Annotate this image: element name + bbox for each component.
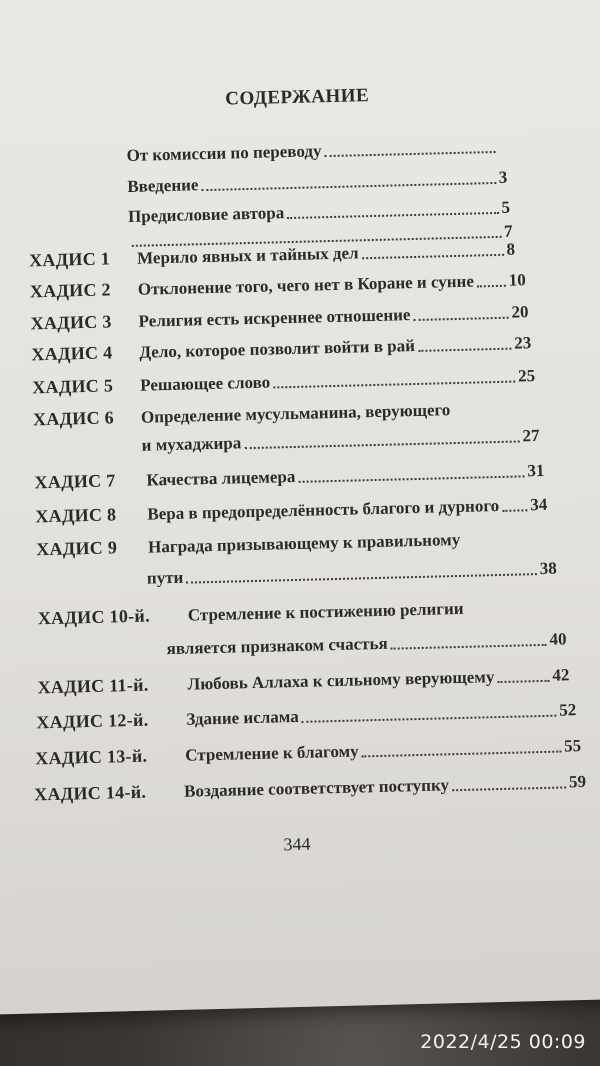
toc-entry-hadis: ХАДИС 6	[32, 407, 115, 430]
toc-entry-page: 40	[549, 629, 567, 649]
toc-entry	[36, 528, 486, 560]
dot-leader	[202, 182, 496, 191]
toc-entry-page: 31	[527, 460, 545, 481]
toc-entry	[127, 168, 507, 197]
toc-entry-title: Вера в предопределённость благого и дурного	[147, 495, 500, 524]
toc-entry-hadis: ХАДИС 4	[31, 342, 113, 365]
toc-entry	[34, 771, 586, 805]
toc-entry-title: Здание ислама	[186, 706, 299, 729]
photo-timestamp: 2022/4/25 00:09	[420, 1031, 586, 1053]
dot-leader	[497, 680, 549, 683]
dot-leader	[502, 509, 527, 512]
toc-entry-hadis: ХАДИС 8	[35, 504, 117, 527]
dot-leader	[362, 254, 504, 259]
toc-entry-title: Определение мусульманина, верующего	[140, 400, 451, 427]
toc-entry	[31, 332, 531, 365]
toc-entry-title: Введение	[127, 175, 199, 196]
toc-entry-page: 8	[506, 239, 516, 259]
dot-leader	[273, 381, 515, 389]
toc-entry	[147, 559, 557, 589]
toc-entry	[141, 426, 539, 456]
toc-entry-hadis: ХАДИС 1	[28, 248, 111, 271]
toc-entry-title: пути	[146, 567, 184, 588]
toc-entry-hadis: ХАДИС 10-й.	[37, 605, 151, 629]
toc-entry-hadis: ХАДИС 12-й.	[36, 709, 149, 733]
toc-entry-page: 38	[539, 558, 558, 579]
dot-leader	[418, 348, 511, 352]
toc-entry-title: Предисловие автора	[127, 203, 285, 226]
toc-entry-title: Качества лицемера	[146, 466, 296, 490]
toc-entry-hadis: ХАДИС 13-й.	[35, 745, 148, 769]
toc-entry	[32, 365, 535, 398]
dot-leader	[477, 285, 506, 288]
toc-entry-title: Отклонение того, чего нет в Коране и сунне	[137, 271, 475, 299]
dot-leader	[325, 151, 496, 157]
toc-entry	[34, 460, 544, 493]
toc-entry	[126, 137, 498, 166]
toc-entry-page: 34	[530, 494, 548, 515]
toc-entry-page: 59	[568, 771, 587, 792]
toc-entry	[35, 494, 547, 528]
dot-leader	[244, 440, 519, 449]
toc-entry	[33, 399, 463, 430]
toc-entry-title: Религия есть искреннее отношение	[138, 305, 411, 331]
toc-entry-page: 7	[503, 221, 513, 241]
toc-entry	[166, 629, 566, 659]
toc-entry-page: 42	[552, 665, 570, 685]
toc-entry	[29, 239, 515, 272]
toc-entry	[30, 301, 528, 334]
toc-entry-title: Дело, которое позволит войти в рай	[139, 336, 416, 362]
toc-entry-title: Мерило явных и тайных дел	[136, 243, 359, 268]
dot-leader	[186, 573, 536, 584]
toc-entry-hadis: ХАДИС 3	[30, 311, 112, 334]
toc-entry-page: 55	[563, 736, 582, 756]
toc-entry-title: Любовь Аллаха к сильному верующему	[187, 667, 495, 694]
page-number: 344	[283, 833, 311, 855]
toc-entry-page: 27	[522, 425, 540, 446]
toc-entry	[35, 735, 581, 769]
dot-leader	[414, 317, 509, 321]
toc-entry-hadis: ХАДИС 2	[29, 279, 112, 302]
toc-entry-hadis: ХАДИС 11-й.	[37, 674, 149, 698]
dot-leader	[362, 751, 562, 758]
toc-entry	[38, 597, 518, 630]
toc-entry	[37, 664, 569, 698]
toc-entry-title: и мухаджира	[141, 433, 242, 455]
dot-leader	[298, 475, 524, 483]
dot-leader	[287, 212, 498, 219]
toc-entry	[36, 699, 576, 733]
toc-entry-hadis: ХАДИС 14-й.	[33, 781, 147, 805]
page-title: СОДЕРЖАНИЕ	[224, 85, 370, 110]
toc-entry-page: 23	[514, 333, 532, 353]
toc-entry	[30, 269, 526, 302]
toc-entry-title: является признаком счастья	[166, 633, 388, 659]
toc-entry-page: 5	[501, 197, 511, 217]
toc-entry-page: 25	[517, 366, 536, 386]
toc-entry-page: 20	[511, 302, 529, 322]
toc-entry-page: 3	[498, 167, 508, 187]
toc-entry-title: Стремление к благому	[185, 741, 359, 765]
toc-entry-hadis: ХАДИС 9	[35, 537, 118, 560]
toc-entry-hadis: ХАДИС 5	[31, 375, 114, 398]
toc-entry-page: 10	[508, 270, 526, 290]
toc-entry-hadis: ХАДИС 7	[34, 470, 116, 493]
toc-entry-page: 52	[559, 700, 577, 720]
dot-leader	[302, 715, 557, 723]
dot-leader	[452, 786, 566, 791]
toc-entry-title: Решающее слово	[139, 372, 271, 395]
toc-entry-title: Стремление к постижению религии	[187, 598, 464, 625]
toc-entry-title: Награда призывающему к правильному	[147, 529, 461, 557]
toc-entry-title: От комиссии по переводу	[126, 141, 322, 165]
toc-entry-title: Воздаяние соответствует поступку	[183, 775, 450, 801]
dot-leader	[391, 644, 547, 650]
